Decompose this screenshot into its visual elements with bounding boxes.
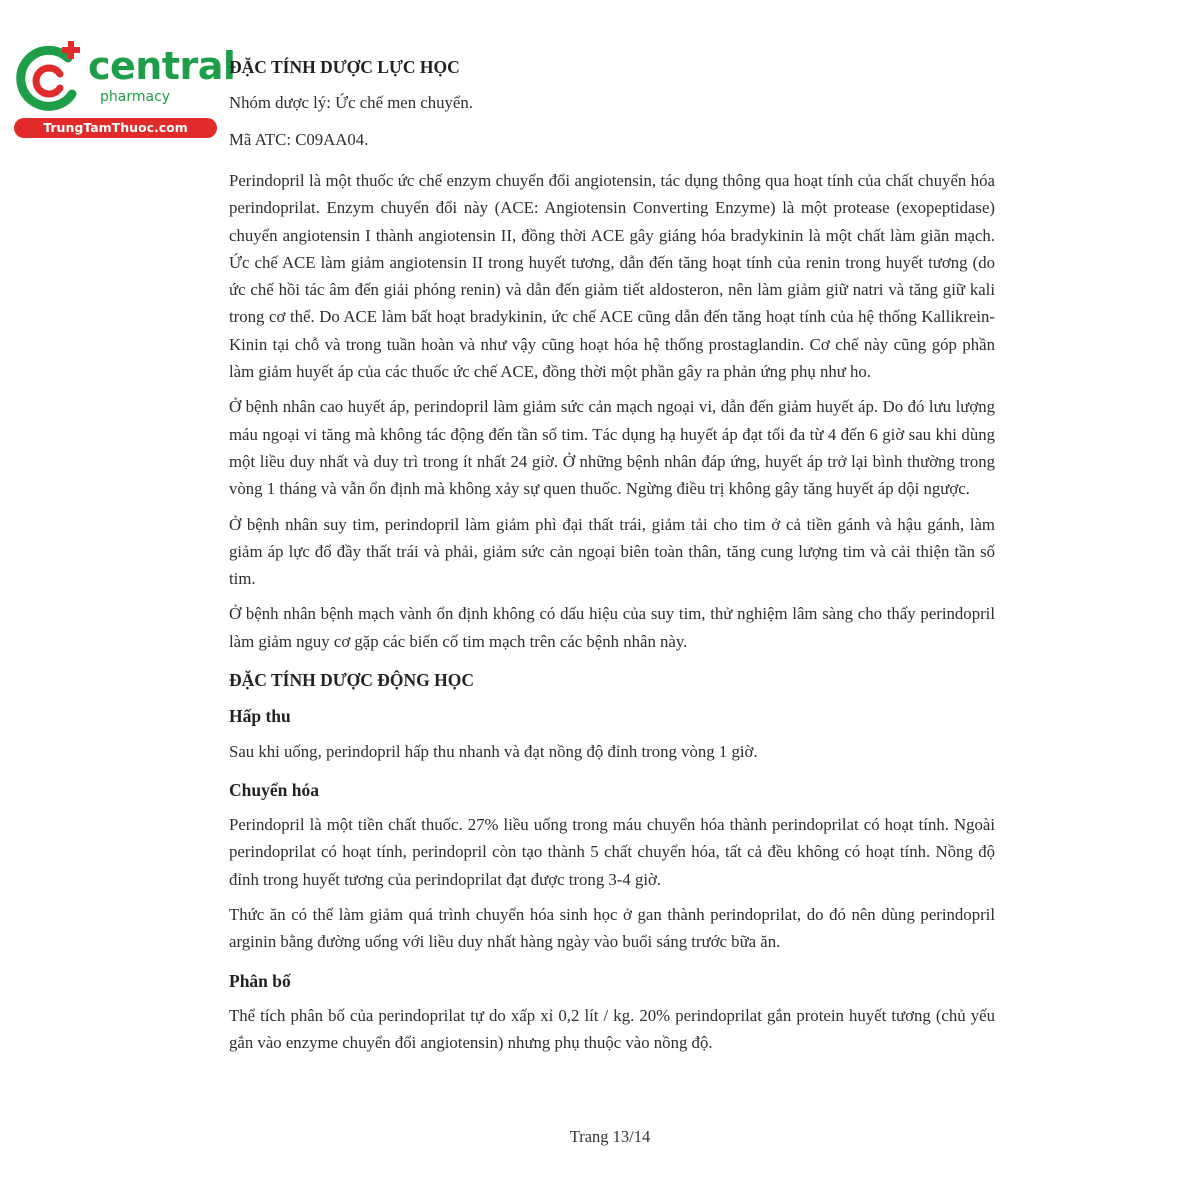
- brand-site-badge[interactable]: TrungTamThuoc.com: [14, 118, 217, 138]
- brand-logo[interactable]: [10, 38, 236, 138]
- pharmacological-group: Nhóm dược lý: Ức chế men chuyển.: [229, 93, 473, 112]
- absorption-text: Sau khi uống, perindopril hấp thu nhanh và đạt nồng độ đỉnh trong vòng 1 giờ.: [229, 742, 758, 762]
- hypertension-paragraph: Ở bệnh nhân cao huyết áp, perindopril làm giảm sức cản mạch ngoại vi, dẫn đến giảm huyết áp. Do đó lưu lượng máu ngoại vi tăng mà không tác động đến tần số tim. Tác dụng hạ huyết áp đạt tối đa từ 4 đến 6 giờ sau khi dùng một liều duy nhất và duy trì trong ít nhất 24 giờ. Ở những bệnh nhân đáp ứng, huyết áp trở lại bình thường trong vòng 1 tháng và vẫn ổn định mà không xảy sự quen thuốc. Ngừng điều trị không gây tăng huyết áp dội ngược.: [229, 397, 995, 499]
- page-number: Trang 13/14: [569, 1127, 651, 1146]
- pharmacodynamics-heading: ĐẶC TÍNH DƯỢC LỰC HỌC: [229, 57, 460, 77]
- document-body: [229, 52, 995, 1056]
- brand-name: central: [88, 44, 236, 88]
- metabolism-text-2: Thức ăn có thể làm giảm quá trình chuyển hóa sinh học ở gan thành perindoprilat, do đó nên dùng perindopril arginin bằng đường uống với liều duy nhất hàng ngày vào buổi sáng trước bữa ăn.: [229, 904, 995, 952]
- distribution-text: Thể tích phân bố của perindoprilat tự do xấp xỉ 0,2 lít / kg. 20% perindoprilat gắn protein huyết tương (chủ yếu gắn vào enzyme chuyển đổi angiotensin) nhưng phụ thuộc vào nồng độ.: [229, 1005, 995, 1052]
- heart-failure-paragraph: Ở bệnh nhân suy tim, perindopril làm giảm phì đại thất trái, giảm tải cho tim ở cả tiền gánh và hậu gánh, làm giảm áp lực đổ đầy thất trái và phải, giảm sức cản ngoại biên toàn thân, tăng cung lượng tim và cải thiện tần số tim.: [229, 514, 995, 589]
- atc-code: Mã ATC: C09AA04.: [229, 130, 369, 149]
- pharmacokinetics-heading: ĐẶC TÍNH DƯỢC ĐỘNG HỌC: [229, 670, 475, 691]
- brand-subtitle: pharmacy: [100, 89, 171, 105]
- central-pharmacy-logo-icon: [10, 38, 92, 120]
- coronary-paragraph: Ở bệnh nhân bệnh mạch vành ổn định không có dấu hiệu của suy tim, thử nghiệm lâm sàng cho thấy perindopril làm giảm nguy cơ gặp các biến cố tim mạch trên các bệnh nhân này.: [229, 604, 995, 651]
- metabolism-text-1: Perindopril là một tiền chất thuốc. 27% liều uống trong máu chuyển hóa thành perindoprilat có hoạt tính. Ngoài perindoprilat có hoạt tính, perindopril còn tạo thành 5 chất chuyển hóa, tất cả đều không có hoạt tính. Nồng độ đỉnh trong huyết tương của perindoprilat đạt được trong 3-4 giờ.: [229, 815, 995, 889]
- absorption-heading: Hấp thu: [229, 706, 291, 727]
- mechanism-paragraph: Perindopril là một thuốc ức chế enzym chuyển đổi angiotensin, tác dụng thông qua hoạt tính của chất chuyển hóa perindoprilat. Enzym chuyển đổi này (ACE: Angiotensin Converting Enzyme) là một protease (exopeptidase) chuyển angiotensin I thành angiotensin II, đồng thời ACE gây giáng hóa bradykinin là một chất làm giãn mạch. Ức chế ACE làm giảm angiotensin II trong huyết tương, dẫn đến tăng hoạt tính của renin trong huyết tương (do ức chế hồi tác âm đến giải phóng renin) và dẫn đến giảm tiết aldosteron, nên làm giảm giữ natri và tăng giữ kali trong cơ thể. Do ACE làm bất hoạt bradykinin, ức chế ACE cũng dẫn đến tăng hoạt tính của hệ thống Kallikrein-Kinin tại chỗ và trong tuần hoàn và như vậy cũng hoạt hóa hệ thống prostaglandin. Cơ chế này cũng góp phần làm giảm huyết áp của các thuốc ức chế ACE, đồng thời một phần gây ra phản ứng phụ như ho.: [229, 171, 995, 382]
- distribution-heading: Phân bố: [229, 970, 291, 991]
- metabolism-heading: Chuyển hóa: [229, 780, 319, 801]
